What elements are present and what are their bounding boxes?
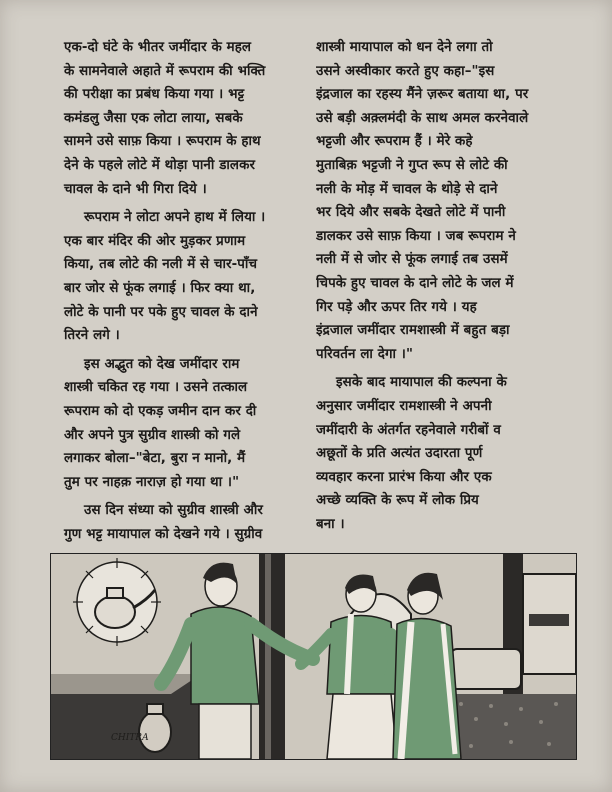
paragraph [44,206,306,348]
pillar [259,554,285,759]
text-line: एक बार मंदिर की ओर मुड़कर प्रणाम [64,233,246,249]
text-line: गिर पड़े और ऊपर तिर गये । यह [316,299,477,315]
text-line: तुम पर नाहक़ नाराज़ हो गया था ।" [64,474,240,490]
text-line: उसे बड़ी अक़्लमंदी के साथ अमल करनेवाले [316,110,529,126]
text-line: देने के पहले लोटे में थोड़ा पानी डालकर [64,157,256,173]
text-line: सामने उसे साफ़ किया । रूपराम के हाथ [64,134,261,150]
text-line: कमंडलु जैसा एक लोटा लाया, सबके [64,110,243,126]
text-line: चिपके हुए चावल के दाने लोटे के जल में [316,275,514,291]
text-line: शास्त्री चकित रह गया । उसने तत्काल [64,380,248,396]
text-line: एक-दो घंटे के भीतर जमींदार के महल [64,40,252,55]
paragraph [44,36,306,201]
text-line: किया, तब लोटे की नली में से चार-पाँच [64,257,258,273]
text-line: गुण भट्ट मायापाल को देखने गये । सुग्रीव [64,526,263,542]
text-line: डालकर उसे साफ़ किया । जब रूपराम ने [316,228,516,244]
text-line: उसने अस्वीकार करते हुए कहा–"इस [316,63,495,79]
text-line: अछूतों के प्रति अत्यंत उदारता पूर्ण [316,446,483,462]
text-line: अनुसार जमींदार रामशास्त्री ने अपनी [316,398,492,414]
text-line: इसके बाद मायापाल की कल्पना के [336,375,507,391]
text-line: भट्टजी और रूपराम हैं । मेरे कहे [316,134,473,150]
text-line: बना । [316,516,345,532]
text-line: परिवर्तन ला देगा ।" [316,346,414,362]
text-line: इंद्रजाल का रहस्य मैंने ज़रूर बताया था, पर [316,87,529,103]
text-line: तिरने लगे । [64,328,120,344]
left-text-column [44,36,306,546]
artist-signature: CHITRA [111,733,149,743]
text-line: बार जोर से फूंक लगाई । फिर क्या था, [64,280,256,296]
text-line: रूपराम को दो एकड़ जमीन दान कर दी [64,403,257,419]
text-line: इस अद्भुत को देख जमींदार राम [84,356,240,372]
paragraph [44,499,306,546]
text-line: रूपराम ने लोटा अपने हाथ में लिया । [84,210,266,226]
text-line: की परीक्षा का प्रबंध किया गया । भट्ट [64,87,245,103]
text-line: शास्त्री मायापाल को धन देने लगा तो [316,40,493,55]
right-text-column [316,36,578,536]
text-line: मुताबिक़ भट्टजी ने गुप्त रूप से लोटे की [316,157,508,173]
text-line: के सामनेवाले अहाते में रूपराम की भक्ति [64,63,266,79]
text-line: अच्छे व्यक्ति के रूप में लोक प्रिय [316,493,479,509]
sofa [451,649,521,689]
text-line: व्यवहार करना प्रारंभ किया और एक [316,469,492,485]
text-line: नली में से जोर से फूंक लगाई तब उसमें [316,252,508,268]
text-line: नली के मोड़ में चावल के थोड़े से दाने [316,181,498,197]
paragraph [316,371,578,536]
text-line: चावल के दाने भी गिरा दिये । [64,181,207,197]
text-line: लगाकर बोला–"बेटा, बुरा न मानो, मैं [64,451,246,467]
text-line: भर दिये और सबके देखते लोटे में पानी [316,205,506,221]
text-line: और अपने पुत्र सुग्रीव शास्त्री को गले [64,427,241,443]
paragraph [44,353,306,495]
glowing-lota [73,558,161,646]
text-line: लोटे के पानी पर पके हुए चावल के दाने [64,304,258,320]
text-line: इंद्रजाल जमींदार रामशास्त्री में बहुत बड़ा [316,323,510,339]
paragraph [316,36,578,366]
story-illustration [50,553,577,760]
text-line: उस दिन संध्या को सुग्रीव शास्त्री और [84,503,263,519]
text-line: जमींदारी के अंतर्गत रहनेवाले गरीबों व [316,422,501,438]
